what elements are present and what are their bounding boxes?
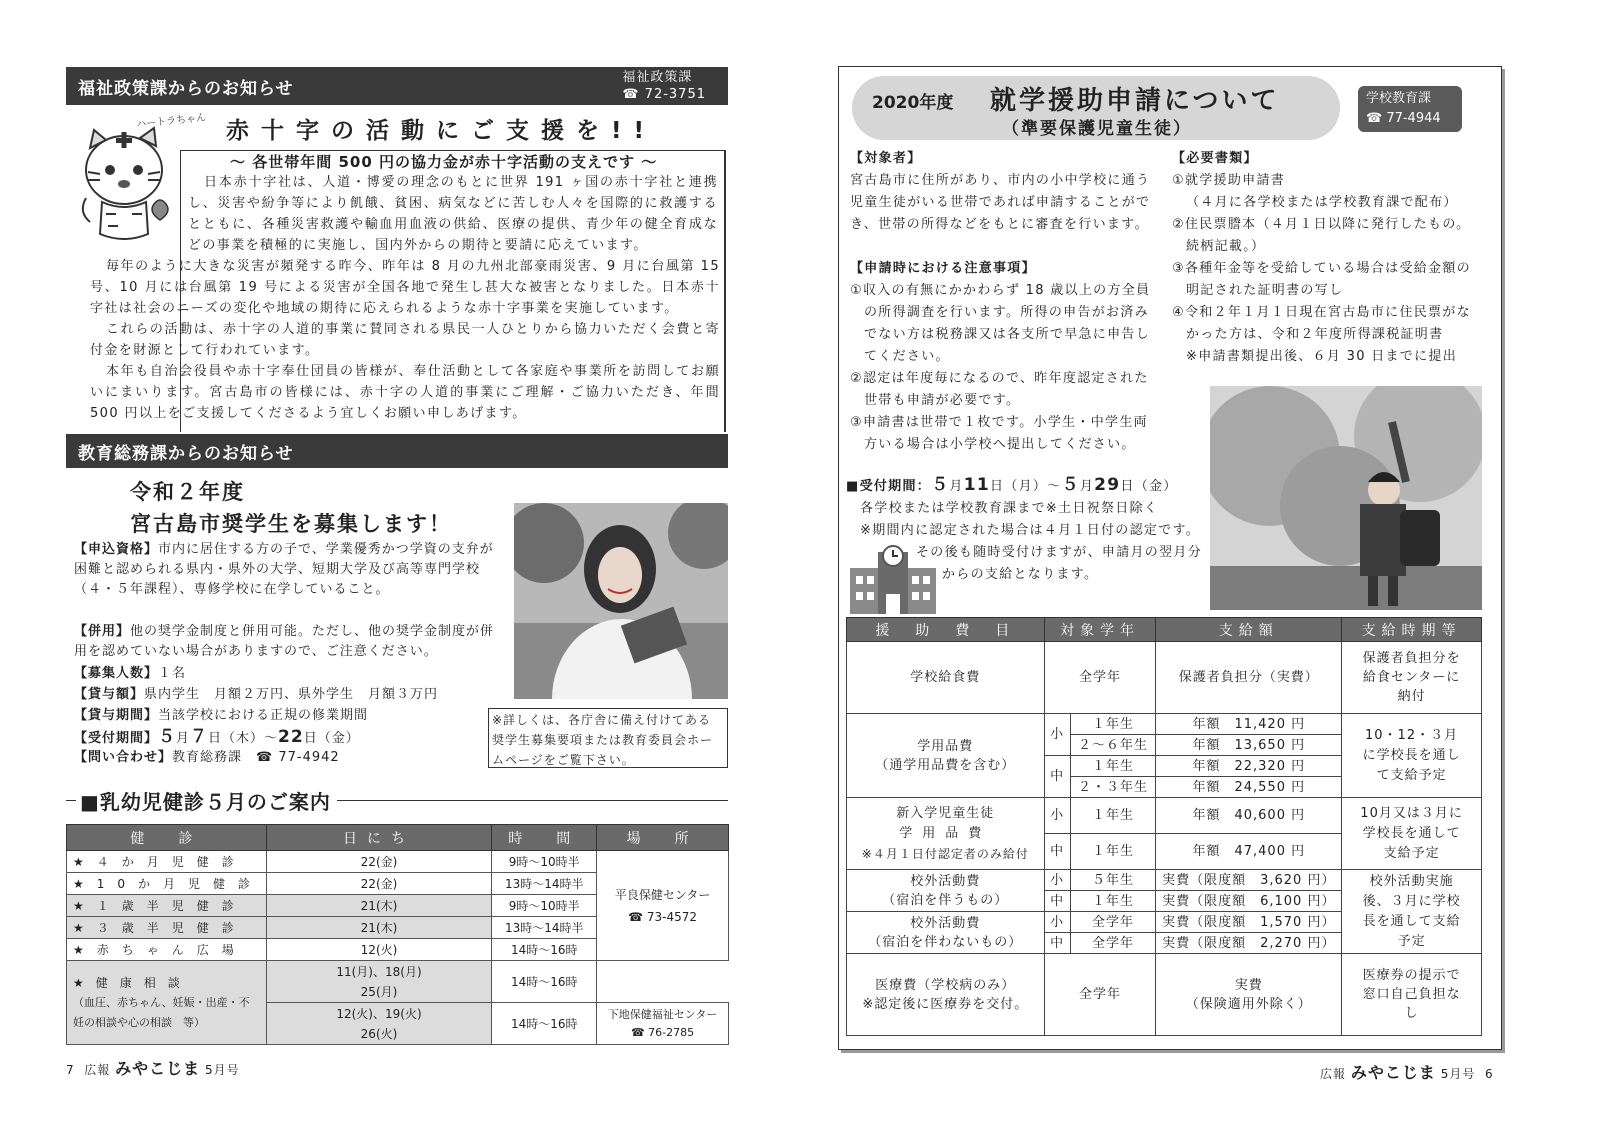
iryo-amount-2: （保険適用外除く） bbox=[1185, 996, 1312, 1012]
consult-detail: （血圧、赤ちゃん、妊娠・出産・不妊の相談や心の相談 等） bbox=[73, 995, 250, 1029]
doc-item: ①就学援助申請書 bbox=[1172, 173, 1286, 188]
amount-cell: 実費（限度額 2,270 円） bbox=[1156, 933, 1342, 954]
school-aid-contact-dept: 学校教育課 bbox=[1366, 91, 1432, 106]
period-day-end: 22 bbox=[278, 727, 304, 747]
redcross-paragraph-1: 日本赤十字社は、人道・博愛の理念のもとに世界 191 ヶ国の赤十字社と連携し、災害や紛争等により飢餓、貧困、病気などに苦しむ人々を国際的に救護するとともに、各種災害救護や輸血用血液の供給、医療の提供、青少年の健全育成などの事業を積極的に実施し、国内外からの期待と要請に応えています。 bbox=[188, 175, 718, 253]
period-unit-2: 日（月）～ bbox=[989, 479, 1062, 494]
child-photo bbox=[1210, 386, 1482, 610]
consult-time-1: 14時～16時 bbox=[492, 961, 597, 1003]
period-day-start-unit: 日（木）～ bbox=[208, 731, 279, 746]
shinnyu-name-2: 学用品費 bbox=[899, 825, 992, 841]
amount-cell: 年額 24,550 円 bbox=[1156, 777, 1342, 798]
aid-header-row bbox=[847, 618, 1482, 642]
footer-brand: みやこじま bbox=[115, 1059, 201, 1078]
amount-cell: 実費（限度額 6,100 円） bbox=[1156, 891, 1342, 912]
consult-cell bbox=[67, 961, 267, 1045]
gakuyo-when: 10・12・３月に学校長を通して支給予定 bbox=[1342, 714, 1482, 798]
welfare-section-header bbox=[66, 67, 728, 105]
table-row bbox=[847, 714, 1482, 735]
amount-text: 県内学生 月額２万円、県外学生 月額３万円 bbox=[144, 687, 439, 702]
sho-label: 小 bbox=[1044, 912, 1070, 933]
iryo-grade: 全学年 bbox=[1044, 954, 1156, 1036]
footer-right bbox=[1320, 1060, 1494, 1083]
shinnyu-name: 新入学児童生徒 bbox=[896, 805, 995, 821]
welfare-contact-dept: 福祉政策課 bbox=[622, 70, 693, 85]
place-2-name: 下地保健福祉センター bbox=[607, 1007, 718, 1021]
doc-item: （４月に各学校または学校教育課で配布） bbox=[1186, 195, 1458, 210]
scholarship-number bbox=[74, 664, 186, 684]
period-line-1 bbox=[846, 474, 1206, 498]
period-unit-3: 月 bbox=[1079, 479, 1095, 494]
kenshin-name: ★10か月児健診 bbox=[67, 873, 267, 895]
student-photo bbox=[514, 503, 728, 699]
consult-time-2: 14時～16時 bbox=[492, 1003, 597, 1045]
docs-section bbox=[1172, 148, 1484, 368]
aid-table bbox=[846, 617, 1482, 1036]
grade-cell: １年生 bbox=[1070, 834, 1156, 870]
welfare-contact-tel: ☎ 72-3751 bbox=[622, 87, 706, 102]
scholarship-term bbox=[74, 706, 368, 726]
school-building-icon bbox=[848, 542, 938, 614]
combined-use-label: 【併用】 bbox=[74, 624, 131, 639]
grade-cell: ２・３年生 bbox=[1070, 777, 1156, 798]
education-section-title: 教育総務課からのお知らせ bbox=[78, 443, 294, 464]
period-month-1: ５ bbox=[931, 475, 950, 495]
chu-label: 中 bbox=[1044, 834, 1070, 870]
consult-dates-2 bbox=[266, 1003, 492, 1045]
gakuyo-name: 学用品費 bbox=[917, 738, 974, 754]
sho-label: 小 bbox=[1044, 714, 1070, 756]
table-row bbox=[67, 851, 729, 873]
kogai-2-name: 校外活動費 bbox=[910, 915, 981, 931]
table-row bbox=[847, 954, 1482, 1036]
period-line-4: その後も随時受付けますが、申請月の翌月分 bbox=[916, 545, 1203, 560]
kenshin-time: 13時～14時半 bbox=[492, 917, 597, 939]
shinnyu-note: ※４月１日付認定者のみ給付 bbox=[861, 846, 1029, 861]
kenshin-name: ★１歳半児健診 bbox=[67, 895, 267, 917]
school-aid-title: 就学援助申請について bbox=[990, 86, 1280, 116]
kenshin-header-exam: 健 診 bbox=[67, 825, 267, 851]
grade-cell: １年生 bbox=[1070, 891, 1156, 912]
redcross-paragraph-4: 本年も自治会役員や赤十字奉仕団員の皆様が、奉仕活動として各家庭や事業所を訪問してお願いにまいります。宮古島市の皆様には、赤十字の人道的事業にご理解・ご協力いただき、年間 500 円以上をご支援してくださるよう宜しくお願い申しあげます。 bbox=[90, 364, 720, 421]
footer-page-number: 6 bbox=[1484, 1067, 1494, 1081]
aid-when: 保護者負担分を給食センターに納付 bbox=[1342, 642, 1482, 714]
place-1-name: 平良保健センター bbox=[614, 887, 711, 902]
mascot-illustration bbox=[76, 122, 180, 246]
aid-header-grade: 対象学年 bbox=[1044, 618, 1156, 642]
amount-cell: 実費（限度額 3,620 円） bbox=[1156, 870, 1342, 891]
kenshin-time: 9時～10時半 bbox=[492, 851, 597, 873]
term-text: 当該学校における正規の修業期間 bbox=[158, 708, 369, 723]
redcross-title: 赤十字の活動にご支援を!! bbox=[226, 118, 656, 144]
amount-cell: 年額 40,600 円 bbox=[1156, 798, 1342, 834]
amount-cell: 年額 13,650 円 bbox=[1156, 735, 1342, 756]
kogai-1-name: 校外活動費 bbox=[910, 873, 981, 889]
period-label: 【受付期間】 bbox=[74, 731, 159, 746]
footer-page-number: 7 bbox=[66, 1063, 75, 1077]
period-unit-4: 日（金） bbox=[1120, 479, 1178, 494]
amount-cell: 年額 11,420 円 bbox=[1156, 714, 1342, 735]
kenshin-date: 21(木) bbox=[266, 895, 492, 917]
period-day-start: ７ bbox=[190, 727, 209, 747]
aid-grade: 全学年 bbox=[1044, 642, 1156, 714]
redcross-subtitle: ～ 各世帯年間 500 円の協力金が赤十字活動の支えです ～ bbox=[230, 153, 658, 171]
place-1-tel: ☎ 73-4572 bbox=[628, 909, 698, 924]
table-row bbox=[847, 642, 1482, 714]
redcross-paragraph-2: 毎年のように大きな災害が頻発する昨今、昨年は 8 月の九州北部豪雨災害、9 月に台風第 15 号、10 月には台風第 19 号による災害が全国各地で発生し甚大な被害となりました。日本赤十字社は社会のニーズの変化や地域の期待に応えられるような赤十字事業を実施しています。 bbox=[90, 259, 720, 316]
sho-label: 小 bbox=[1044, 870, 1070, 891]
term-label: 【貸与期間】 bbox=[74, 708, 159, 723]
amount-label: 【貸与額】 bbox=[74, 687, 145, 702]
consult-date-1a: 11(月)、18(月) bbox=[336, 964, 422, 979]
kogai-2-note: （宿泊を伴わないもの） bbox=[868, 934, 1023, 950]
scholarship-period bbox=[74, 727, 360, 749]
consult-date-2b: 26(火) bbox=[360, 1026, 398, 1041]
scholarship-combined-use bbox=[74, 622, 502, 662]
period-month: ５ bbox=[158, 727, 177, 747]
mascot-tiger-icon bbox=[76, 122, 180, 246]
kogai-when: 校外活動実施後、３月に学校長を通して支給予定 bbox=[1342, 870, 1482, 954]
doc-item: ②住民票謄本（４月１日以降に発行したもの。続柄記載。） bbox=[1172, 217, 1471, 254]
kenshin-date: 12(火) bbox=[266, 939, 492, 961]
kenshin-header-time: 時 間 bbox=[492, 825, 597, 851]
gakuyo-note: （通学用品費を含む） bbox=[875, 757, 1016, 773]
amount-cell: 年額 47,400 円 bbox=[1156, 834, 1342, 870]
number-label: 【募集人数】 bbox=[74, 666, 159, 681]
period-label: ■受付期間： bbox=[846, 479, 932, 494]
school-aid-contact bbox=[1358, 86, 1462, 132]
footer-left bbox=[66, 1056, 240, 1079]
iryo-when: 医療券の提示で窓口自己負担なし bbox=[1342, 954, 1482, 1036]
grade-cell: １年生 bbox=[1070, 714, 1156, 735]
kenshin-date: 21(木) bbox=[266, 917, 492, 939]
aid-item-gakuyo bbox=[847, 714, 1045, 798]
scholarship-amount bbox=[74, 685, 438, 705]
scholarship-title: 宮古島市奨学生を募集します！ bbox=[130, 512, 452, 536]
kenshin-place-2 bbox=[597, 1003, 729, 1045]
footer-label: 広報 bbox=[1320, 1067, 1347, 1081]
kenshin-header-place: 場 所 bbox=[597, 825, 729, 851]
period-month-2: ５ bbox=[1061, 475, 1080, 495]
chu-label: 中 bbox=[1044, 891, 1070, 912]
consult-date-2a: 12(火)、19(火) bbox=[336, 1006, 422, 1021]
sho-label: 小 bbox=[1044, 798, 1070, 834]
kenshin-date: 22(金) bbox=[266, 851, 492, 873]
kenshin-name: ★３歳半児健診 bbox=[67, 917, 267, 939]
scholarship-eligibility bbox=[74, 540, 502, 600]
period-day-2: 29 bbox=[1094, 475, 1121, 495]
footer-brand: みやこじま bbox=[1350, 1063, 1436, 1082]
period-line-2: 各学校または学校教育課まで※土日祝祭日除く bbox=[860, 501, 1159, 516]
kenshin-header-row bbox=[67, 825, 729, 851]
note-item: ③申請書は世帯で１枚です。小学生・中学生両方いる場合は小学校へ提出してください。 bbox=[850, 415, 1148, 452]
school-aid-subtitle: （準要保護児童生徒） bbox=[1002, 119, 1192, 139]
scholarship-note: ※詳しくは、各庁舎に備え付けてある奨学生募集要項または教育委員会ホームページをご覧下さい。 bbox=[488, 708, 728, 768]
grade-cell: １年生 bbox=[1070, 756, 1156, 777]
notes-section bbox=[850, 258, 1162, 456]
number-text: １名 bbox=[158, 666, 187, 681]
note-item: ①収入の有無にかかわらず 18 歳以上の方全員の所得調査を行います。所得の申告がお済みでない方は税務課又は各支所で早急に申告してください。 bbox=[850, 283, 1151, 364]
school-aid-year: 2020年度 bbox=[872, 93, 954, 113]
chu-label: 中 bbox=[1044, 756, 1070, 798]
eligibility-label: 【申込資格】 bbox=[74, 542, 159, 557]
combined-use-text: 他の奨学金制度と併用可能。ただし、他の奨学金制度が併用を認めていない場合がありますので、ご注意ください。 bbox=[74, 624, 495, 659]
iryo-amount bbox=[1156, 954, 1342, 1036]
kenshin-date: 22(金) bbox=[266, 873, 492, 895]
notes-heading: 【申請時における注意事項】 bbox=[850, 261, 1036, 276]
period-unit-1: 月 bbox=[949, 479, 964, 494]
aid-item-kogai-2 bbox=[847, 912, 1045, 954]
mascot-name: ハートラちゃん bbox=[135, 112, 207, 131]
grade-cell: ５年生 bbox=[1070, 870, 1156, 891]
grade-cell: ２～６年生 bbox=[1070, 735, 1156, 756]
table-row bbox=[847, 798, 1482, 834]
contact-text: 教育総務課 ☎ 77-4942 bbox=[172, 750, 340, 765]
aid-header-item: 援 助 費 目 bbox=[847, 618, 1045, 642]
contact-label: 【問い合わせ】 bbox=[74, 750, 173, 765]
education-section-header bbox=[66, 434, 728, 468]
aid-item: 学校給食費 bbox=[847, 642, 1045, 714]
aid-amount: 保護者負担分（実費） bbox=[1156, 642, 1342, 714]
welfare-contact bbox=[622, 69, 706, 103]
target-text: 宮古島市に住所があり、市内の小中学校に通う児童生徒がいる世帯であれば申請することができ、世帯の所得などをもとに審査を行います。 bbox=[850, 173, 1151, 232]
kenshin-name: ★４か月児健診 bbox=[67, 851, 267, 873]
kenshin-title-row bbox=[66, 786, 728, 815]
target-section bbox=[850, 148, 1160, 236]
school-aid-contact-tel: ☎ 77-4944 bbox=[1366, 111, 1441, 126]
period-line-3: ※期間内に認定された場合は４月１日付の認定です。 bbox=[860, 523, 1201, 538]
footer-issue: 5月号 bbox=[1440, 1067, 1476, 1081]
iryo-amount-1: 実費 bbox=[1234, 977, 1263, 993]
amount-cell: 実費（限度額 1,570 円） bbox=[1156, 912, 1342, 933]
eligibility-text: 市内に居住する方の子で、学業優秀かつ学資の支弁が困難と認められる県内・県外の大学、短期大学及び高等専門学校（４・５年課程）、専修学校に在学していること。 bbox=[74, 542, 494, 597]
aid-item-shinnyu bbox=[847, 798, 1045, 870]
note-item: ②認定は年度毎になるので、昨年度認定された世帯も申請が必要です。 bbox=[850, 371, 1149, 408]
doc-item: ※申請書類提出後、６月 30 日までに提出 bbox=[1186, 349, 1457, 364]
school-aid-title-pill bbox=[852, 76, 1340, 140]
kenshin-time: 9時～10時半 bbox=[492, 895, 597, 917]
table-row bbox=[67, 961, 729, 1003]
place-2-tel: ☎ 76-2785 bbox=[630, 1025, 695, 1039]
scholarship-contact bbox=[74, 748, 340, 768]
grade-cell: １年生 bbox=[1070, 798, 1156, 834]
doc-item: ④令和２年１月１日現在宮古島市に住民票がなかった方は、令和２年度所得課税証明書 bbox=[1172, 305, 1471, 342]
grade-cell: 全学年 bbox=[1070, 933, 1156, 954]
period-day-end-unit: 日（金） bbox=[303, 731, 360, 746]
chu-label: 中 bbox=[1044, 933, 1070, 954]
aid-item-iryo bbox=[847, 954, 1045, 1036]
docs-heading: 【必要書類】 bbox=[1172, 151, 1258, 166]
period-day-1: 11 bbox=[963, 475, 990, 495]
period-month-unit: 月 bbox=[176, 731, 191, 746]
consult-name: ★健康相談 bbox=[73, 975, 192, 990]
kenshin-name: ★赤ちゃん広場 bbox=[67, 939, 267, 961]
aid-item-kogai-1 bbox=[847, 870, 1045, 912]
shinnyu-when: 10月又は３月に学校長を通して支給予定 bbox=[1342, 798, 1482, 870]
redcross-paragraph-3: これらの活動は、赤十字の人道的事業に賛同される県民一人ひとりから協力いただく会費と寄付金を財源として行われています。 bbox=[90, 322, 720, 358]
kenshin-title: ■乳幼児健診５月のご案内 bbox=[80, 790, 331, 814]
kenshin-header-date: 日にち bbox=[266, 825, 492, 851]
kogai-1-note: （宿泊を伴うもの） bbox=[882, 892, 1009, 908]
amount-cell: 年額 22,320 円 bbox=[1156, 756, 1342, 777]
footer-issue: 5月号 bbox=[204, 1063, 240, 1077]
aid-header-when: 支給時期等 bbox=[1342, 618, 1482, 642]
target-heading: 【対象者】 bbox=[850, 151, 922, 166]
iryo-name: 医療費（学校病のみ） bbox=[875, 977, 1016, 993]
kenshin-time: 13時～14時半 bbox=[492, 873, 597, 895]
consult-date-1b: 25(月) bbox=[360, 984, 398, 999]
welfare-section-title: 福祉政策課からのお知らせ bbox=[78, 78, 294, 99]
aid-header-amount: 支給額 bbox=[1156, 618, 1342, 642]
kenshin-place-1 bbox=[597, 851, 729, 961]
consult-dates-1 bbox=[266, 961, 492, 1003]
kenshin-table bbox=[66, 824, 729, 1045]
table-row bbox=[847, 870, 1482, 891]
doc-item: ③各種年金等を受給している場合は受給金額の明記された証明書の写し bbox=[1172, 261, 1471, 298]
period-line-5: からの支給となります。 bbox=[942, 567, 1099, 582]
scholarship-title-year: 令和２年度 bbox=[130, 480, 245, 504]
footer-label: 広報 bbox=[84, 1063, 111, 1077]
grade-cell: 全学年 bbox=[1070, 912, 1156, 933]
kenshin-time: 14時～16時 bbox=[492, 939, 597, 961]
iryo-note: ※認定後に医療券を交付。 bbox=[862, 996, 1029, 1012]
